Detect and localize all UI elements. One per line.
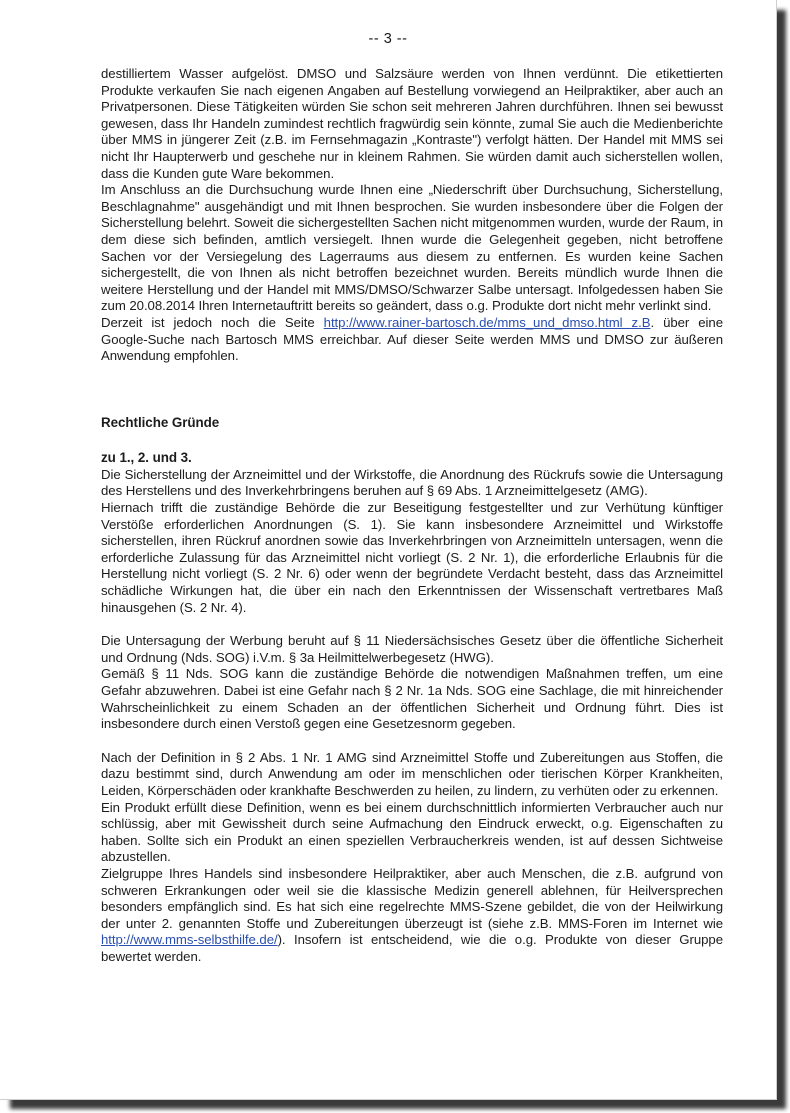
legal-block1-paragraph-1: Die Sicherstellung der Arzneimittel und der Wirkstoffe, die Anordnung des Rückrufs sowie die Untersagung des Herstellens und des Inverkehrbringens beruhen auf § 69 Abs. 1 Arzneimittelgesetz (AMG). [101, 466, 723, 499]
paragraph-spacer [101, 616, 723, 633]
legal-block3-paragraph-1: Nach der Definition in § 2 Abs. 1 Nr. 1 AMG sind Arzneimittel Stoffe und Zubereitungen aus Stoffen, die dazu bestimmt sind, durch Anwendung am oder im menschlichen oder tierischen Körper Krankheiten, Leiden, Körperschäden oder krankhafte Beschwerden zu heilen, zu lindern, zu verhüten oder zu erkennen. [101, 749, 723, 798]
link-paragraph-before: Derzeit ist jedoch noch die Seite [101, 314, 324, 330]
legal-block2-paragraph-1: Die Untersagung der Werbung beruht auf § 11 Niedersächsisches Gesetz über die öffentliche Sicherheit und Ordnung (Nds. SOG) i.V.m. § 3a Heilmittelwerbegesetz (HWG). [101, 633, 723, 665]
section-spacer [101, 365, 723, 415]
legal-block3-paragraph-2: Ein Produkt erfüllt diese Definition, wenn es bei einem durchschnittlich informierten Verbraucher auch nur schlüssig, aber mit Gewissheit durch seine Aufmachung den Eindruck erweckt, o.g. Eigenschaften zu haben. Sollte sich ein Produkt an einen speziellen Verbraucherkreis wenden, ist auf dessen Sichtweise abzustellen. [101, 799, 723, 865]
subheading-points-1-2-3: zu 1., 2. und 3. [101, 450, 192, 466]
page-content [101, 66, 723, 966]
facts-link-paragraph [101, 315, 723, 365]
facts-paragraph-1: destilliertem Wasser aufgelöst. DMSO und Salzsäure werden von Ihnen verdünnt. Die etikettierten Produkte verkaufen Sie nach eigenen Angaben auf Bestellung vorwiegend an Heilpraktiker, aber auch an Privatpersonen. Diese Tätigkeiten würden Sie schon seit mehreren Jahren durchführen. Ihnen sei bewusst gewesen, dass Ihr Handeln zumindest rechtlich fragwürdig sein könnte, zumal Sie auch die Medienberichte über MMS in jüngerer Zeit (z.B. im Fernsehmagazin „Kontraste") verfolgt hätten. Der Handel mit MMS sei nicht Ihr Haupterwerb und geschehe nur in kleinem Rahmen. Sie würden damit auch sicherstellen wollen, dass die Kunden gute Ware bekommen. [101, 66, 723, 181]
legal-block1-paragraph-2: Hiernach trifft die zuständige Behörde die zur Beseitigung festgestellter und zur Verhütung künftiger Verstöße erforderlichen Anordnungen (S. 1). Sie kann insbesondere Arzneimittel und Wirkstoffe sicherstellen, ihren Rückruf anordnen sowie das Inverkehrbringen von Arzneimitteln untersagen, wenn die erforderliche Zulassung für das Arzneimittel nicht vorliegt (S. 2 Nr. 1), die erforderliche Erlaubnis für die Herstellung nicht vorliegt (S. 2 Nr. 6) oder wenn der begründete Verdacht besteht, dass das Arzneimittel schädliche Wirkungen hat, die über ein nach den Erkenntnissen der Wissenschaft vertretbares Maß hinausgehen (S. 2 Nr. 4). [101, 500, 723, 615]
facts-paragraph-2: Im Anschluss an die Durchsuchung wurde Ihnen eine „Niederschrift über Durchsuchung, Sicherstellung, Beschlagnahme" ausgehändigt und mit Ihnen besprochen. Sie wurden insbesondere über die Folgen der Sicherstellung belehrt. Soweit die sichergestellten Sachen nicht mitgenommen wurden, wurde der Raum, in dem diese sich befinden, amtlich versiegelt. Ihnen wurde die Gelegenheit gegeben, nicht betroffene Sachen vor der Versiegelung des Lagerraums aus diesem zu entfernen. Es wurden keine Sachen sichergestellt, die von Ihnen als nicht betroffen bezeichnet wurden. Bereits mündlich wurde Ihnen die weitere Herstellung und der Handel mit MMS/DMSO/Schwarzer Salbe untersagt. Infolgedessen haben Sie zum 20.08.2014 Ihren Internetauftritt bereits so geändert, dass o.g. Produkte dort nicht mehr verlinkt sind. [101, 182, 723, 314]
paragraph-spacer [101, 733, 723, 750]
final-paragraph-before: Zielgruppe Ihres Handels sind insbesondere Heilpraktiker, aber auch Menschen, die z.B. aufgrund von schweren Erkrankungen oder weil sie die klassische Medizin generell ablehnen, für Heilversprechen besonders empfänglich sind. Es hat sich eine regelrechte MMS-Szene gebildet, die von der Heilwirkung der unter 2. genannten Stoffe und Zubereitungen überzeugt ist (siehe z.B. MMS-Foren im Internet wie [101, 865, 723, 931]
legal-block2-paragraph-2: Gemäß § 11 Nds. SOG kann die zuständige Behörde die notwendigen Maßnahmen treffen, um eine Gefahr abzuwehren. Dabei ist eine Gefahr nach § 2 Nr. 1a Nds. SOG eine Sachlage, die mit hinreichender Wahrscheinlichkeit zu einem Schaden an der öffentlichen Sicherheit und Ordnung führt. Dies ist insbesondere durch einen Verstoß gegen eine Gesetzesnorm gegeben. [101, 666, 723, 732]
heading-spacer [101, 431, 723, 450]
legal-final-paragraph [101, 866, 723, 966]
page-number: -- 3 -- [368, 31, 408, 47]
final-paragraph-after: ). Insofern ist entscheidend, wie die o.g. Produkte von dieser Gruppe bewertet werden. [101, 932, 723, 964]
rainer-bartosch-link[interactable]: http://www.rainer-bartosch.de/mms_und_dmso.html z.B [323, 314, 651, 330]
section-heading-legal-reasons: Rechtliche Gründe [101, 414, 220, 430]
link-paragraph-after: . über eine Google-Suche nach Bartosch MMS erreichbar. Auf dieser Seite werden MMS und DMSO zur äußeren Anwendung empfohlen. [101, 314, 723, 364]
mms-selbsthilfe-link[interactable]: http://www.mms-selbsthilfe.de/ [101, 932, 278, 948]
